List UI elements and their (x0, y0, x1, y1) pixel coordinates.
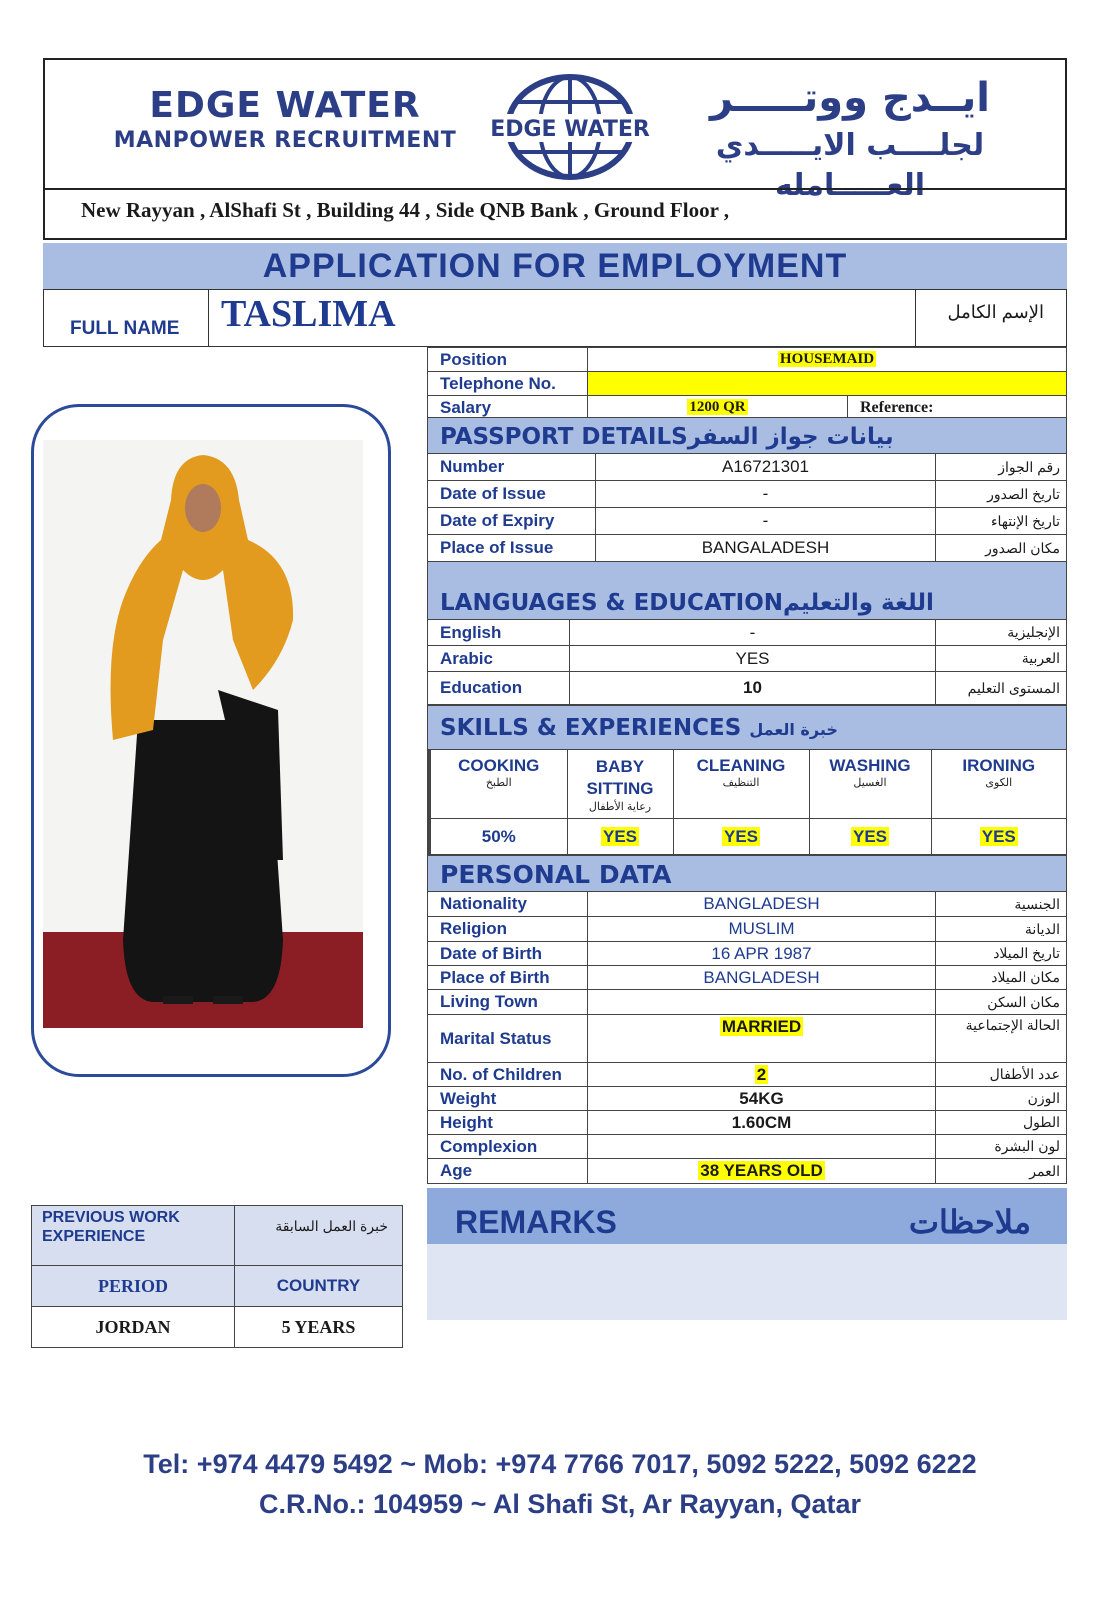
education-label-ar: المستوى التعليم (936, 672, 1067, 705)
personal-row (428, 917, 1067, 942)
remarks-body (427, 1244, 1067, 1320)
personal-label: Complexion (428, 1135, 588, 1159)
age-cell (588, 1159, 936, 1184)
skills-table (427, 749, 1067, 855)
personal-label: Religion (428, 917, 588, 942)
passport-label: Number (428, 454, 596, 481)
previous-work-heading-row (32, 1206, 403, 1266)
passport-heading-en: PASSPORT DETAILS (440, 424, 688, 450)
skill-value-cell (673, 819, 809, 855)
skill-value-cell (931, 819, 1067, 855)
skill-name: IRONING (962, 756, 1036, 775)
previous-work-period: 5 YEARS (235, 1307, 403, 1348)
logo-text: EDGE WATER (490, 117, 650, 142)
passport-heading-ar: بيانات جواز السفر (687, 424, 894, 450)
language-label: English (428, 620, 570, 646)
skills-heading-ar: خبرة العمل (749, 720, 838, 739)
skill-cooking (429, 750, 567, 819)
salary-label: Salary (428, 396, 588, 420)
skill-value: 50% (429, 819, 567, 855)
personal-label-ar: لون البشرة (936, 1135, 1067, 1159)
passport-label-ar: مكان الصدور (936, 535, 1067, 562)
personal-row (428, 892, 1067, 917)
skill-value: YES (723, 826, 759, 846)
brand-name-arabic (655, 70, 1045, 206)
position-value (588, 348, 1067, 372)
previous-work-heading-ar: خبرة العمل السابقة (235, 1206, 403, 1266)
passport-row (428, 508, 1067, 535)
skill-name-ar: التنظيف (722, 777, 760, 789)
passport-label-ar: تاريخ الصدور (936, 481, 1067, 508)
education-value: 10 (570, 672, 936, 705)
personal-value: 54KG (588, 1087, 936, 1111)
personal-label-ar: تاريخ الميلاد (936, 942, 1067, 966)
skill-value-cell (567, 819, 673, 855)
skill-name-ar: رعاية الأطفال (588, 801, 652, 813)
personal-value: BANGLADESH (588, 966, 936, 990)
remarks-label-ar: ملاحظات (908, 1204, 1031, 1240)
position-label: Position (428, 348, 588, 372)
personal-row (428, 1015, 1067, 1063)
skills-names-row (429, 750, 1067, 819)
salary-text: 1200 QR (689, 399, 746, 415)
skill-name-ar: الطبخ (485, 777, 512, 789)
full-name-label-arabic: الإسم الكامل (947, 302, 1044, 322)
passport-row (428, 535, 1067, 562)
passport-table (427, 453, 1067, 562)
passport-label: Date of Expiry (428, 508, 596, 535)
personal-table (427, 891, 1067, 1184)
personal-row (428, 990, 1067, 1015)
remarks-label: REMARKS (455, 1204, 617, 1240)
languages-table (427, 619, 1067, 705)
personal-label: Height (428, 1111, 588, 1135)
reference-label: Reference: (848, 396, 1067, 420)
personal-label-ar: مكان الميلاد (936, 966, 1067, 990)
passport-label: Place of Issue (428, 535, 596, 562)
marital-status-cell (588, 1015, 936, 1063)
skill-name: WASHING (829, 756, 911, 775)
personal-label: Living Town (428, 990, 588, 1015)
skill-value: YES (981, 826, 1016, 846)
personal-label: Age (428, 1159, 588, 1184)
personal-value: 2 (756, 1064, 767, 1084)
passport-value: A16721301 (596, 454, 936, 481)
passport-value: BANGALADESH (596, 535, 936, 562)
passport-row (428, 481, 1067, 508)
language-row (428, 620, 1067, 646)
passport-section (427, 417, 1067, 562)
skill-value-cell (809, 819, 931, 855)
personal-label-ar: الوزن (936, 1087, 1067, 1111)
personal-row (428, 942, 1067, 966)
skill-value: YES (852, 826, 888, 846)
office-address: New Rayyan , AlShafi St , Building 44 , Side QNB Bank , Ground Floor , (43, 188, 1067, 240)
personal-label: Weight (428, 1087, 588, 1111)
footer-contact (60, 1444, 1060, 1524)
personal-row (428, 1063, 1067, 1087)
period-header: PERIOD (32, 1266, 235, 1307)
passport-label-ar: تاريخ الإنتهاء (936, 508, 1067, 535)
brand-line-2: MANPOWER RECRUITMENT (113, 128, 457, 153)
applicant-photo (43, 440, 363, 1028)
brand-name-english (105, 86, 465, 156)
skills-section (427, 705, 1067, 855)
personal-label: Nationality (428, 892, 588, 917)
education-label: Education (428, 672, 570, 705)
personal-label: Date of Birth (428, 942, 588, 966)
page-title: APPLICATION FOR EMPLOYMENT (43, 243, 1067, 289)
language-label-ar: العربية (936, 646, 1067, 672)
personal-value (588, 990, 936, 1015)
personal-row (428, 966, 1067, 990)
personal-value: 38 YEARS OLD (700, 1161, 823, 1180)
personal-row (428, 1111, 1067, 1135)
personal-value: 1.60CM (588, 1111, 936, 1135)
skills-values-row (429, 819, 1067, 855)
personal-value: BANGLADESH (588, 892, 936, 917)
skill-value: YES (602, 826, 638, 846)
skill-name-ar: الغسيل (853, 777, 887, 789)
personal-heading: PERSONAL DATA (427, 855, 1067, 891)
personal-value: 16 APR 1987 (588, 942, 936, 966)
footer-registration: C.R.No.: 104959 ~ Al Shafi St, Ar Rayyan, Qatar (259, 1489, 861, 1519)
personal-label: Place of Birth (428, 966, 588, 990)
personal-value (588, 1135, 936, 1159)
skill-name: CLEANING (696, 756, 786, 775)
passport-heading (427, 417, 1067, 453)
skill-ironing (931, 750, 1067, 819)
brand-line-1: EDGE WATER (149, 85, 421, 126)
languages-heading-en: LANGUAGES & EDUCATION (440, 590, 784, 616)
personal-label-ar: مكان السكن (936, 990, 1067, 1015)
full-name-row (43, 289, 1067, 347)
languages-section (427, 561, 1067, 705)
position-text: HOUSEMAID (779, 351, 875, 367)
language-label: Arabic (428, 646, 570, 672)
remarks-heading (427, 1188, 1067, 1244)
previous-work-heading: PREVIOUS WORK EXPERIENCE (32, 1206, 235, 1266)
language-label-ar: الإنجليزية (936, 620, 1067, 646)
previous-work-table (31, 1205, 403, 1348)
skill-washing (809, 750, 931, 819)
passport-row (428, 454, 1067, 481)
language-value: YES (570, 646, 936, 672)
language-row (428, 672, 1067, 705)
previous-work-row (32, 1307, 403, 1348)
languages-heading (427, 561, 1067, 619)
brand-ar-line-2: لجلــــب الايـــــدي العـــــامله (715, 128, 985, 203)
skill-baby-sitting (567, 750, 673, 819)
full-name-value: TASLIMA (209, 290, 916, 346)
personal-data-section (427, 855, 1067, 1184)
personal-label-ar: الطول (936, 1111, 1067, 1135)
job-table (427, 347, 1067, 420)
full-name-label: FULL NAME (44, 290, 209, 346)
personal-label: Marital Status (428, 1015, 588, 1063)
skill-name-ar: الكوى (985, 777, 1013, 789)
passport-label: Date of Issue (428, 481, 596, 508)
personal-value: MUSLIM (588, 917, 936, 942)
personal-label-ar: الجنسية (936, 892, 1067, 917)
personal-value: MARRIED (721, 1017, 802, 1036)
previous-work-section (31, 1205, 403, 1348)
passport-value: - (596, 481, 936, 508)
passport-label-ar: رقم الجواز (936, 454, 1067, 481)
personal-label-ar: عدد الأطفال (936, 1063, 1067, 1087)
language-row (428, 646, 1067, 672)
personal-row (428, 1087, 1067, 1111)
telephone-label: Telephone No. (428, 372, 588, 396)
languages-heading-ar: اللغة والتعليم (783, 590, 934, 616)
telephone-value (588, 372, 1067, 396)
personal-label: No. of Children (428, 1063, 588, 1087)
skill-name: COOKING (458, 756, 540, 775)
children-cell (588, 1063, 936, 1087)
previous-work-country: JORDAN (32, 1307, 235, 1348)
globe-logo-icon (480, 72, 660, 182)
skill-name: BABY SITTING (586, 757, 654, 798)
personal-label-ar: العمر (936, 1159, 1067, 1184)
personal-row (428, 1135, 1067, 1159)
personal-row (428, 1159, 1067, 1184)
skill-cleaning (673, 750, 809, 819)
personal-label-ar: الديانة (936, 917, 1067, 942)
brand-ar-line-1: ايــدج ووتـــــر (710, 75, 990, 121)
passport-value: - (596, 508, 936, 535)
skills-heading (427, 705, 1067, 749)
previous-work-header-row (32, 1266, 403, 1307)
salary-value (588, 396, 848, 420)
country-header: COUNTRY (235, 1266, 403, 1307)
footer-phones: Tel: +974 4479 5492 ~ Mob: +974 7766 7017, 5092 5222, 5092 6222 (143, 1449, 977, 1479)
skills-heading-en: SKILLS & EXPERIENCES (440, 715, 742, 741)
language-value: - (570, 620, 936, 646)
personal-label-ar: الحالة الإجتماعية (936, 1015, 1067, 1063)
